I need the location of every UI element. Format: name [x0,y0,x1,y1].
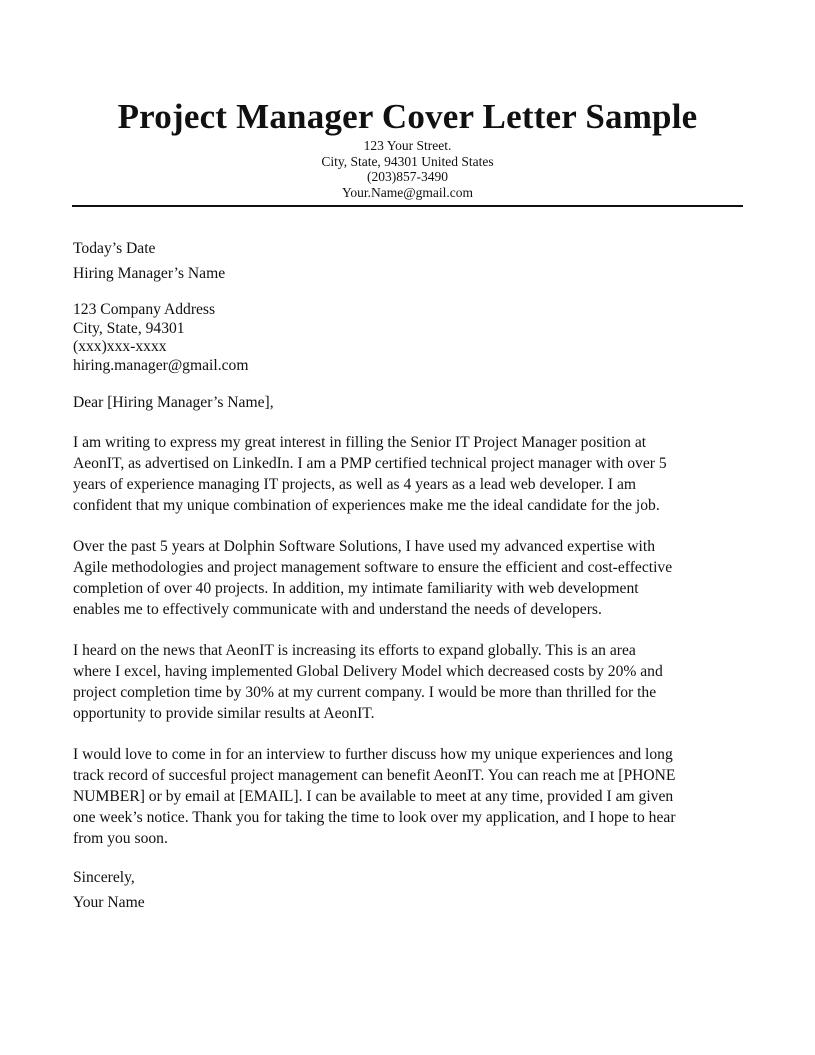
company-address: 123 Company Address [73,301,216,319]
paragraph-line: track record of succesful project management can benefit AeonIT. You can reach me at [PHONE [73,767,676,785]
paragraph-line: project completion time by 30% at my current company. I would be more than thrilled for the [73,684,657,702]
sender-email: Your.Name@gmail.com [341,184,474,200]
company-city: City, State, 94301 [73,319,185,337]
paragraph-line: one week’s notice. Thank you for taking the time to look over my application, and I hope to hear [73,809,676,827]
sender-city-line: City, State, 94301 United States [321,153,494,169]
sender-phone: (203)857-3490 [367,169,448,184]
letter-body [73,240,753,912]
signature-name: Your Name [73,893,145,911]
paragraph-2 [73,536,753,620]
paragraph-line: I am writing to express my great interest in filling the Senior IT Project Manager position at [73,434,647,452]
sender-street: 123 Your Street. [363,138,452,153]
company-email: hiring.manager@gmail.com [73,356,249,374]
closing: Sincerely, [73,869,135,887]
hiring-manager-name: Hiring Manager’s Name [73,264,226,282]
company-phone: (xxx)xxx-xxxx [73,338,167,356]
paragraph-1 [73,432,753,516]
paragraph-line: confident that my unique combination of experiences make me the ideal candidate for the job. [73,497,660,515]
paragraph-4 [73,744,753,849]
paragraph-line: opportunity to provide similar results at AeonIT. [73,705,375,723]
header-divider [72,205,743,207]
letter-header [0,96,815,200]
paragraph-line: from you soon. [73,830,168,848]
paragraph-line: years of experience managing IT projects, as well as 4 years as a lead web developer. I am [73,476,637,494]
paragraph-line: AeonIT, as advertised on LinkedIn. I am a PMP certified technical project manager with over 5 [73,455,667,473]
paragraph-line: Over the past 5 years at Dolphin Software Solutions, I have used my advanced expertise with [73,538,656,556]
paragraph-line: completion of over 40 projects. In addition, my intimate familiarity with web development [73,580,639,598]
salutation: Dear [Hiring Manager’s Name], [73,393,274,411]
paragraph-3 [73,640,753,724]
paragraph-line: NUMBER] or by email at [EMAIL]. I can be available to meet at any time, provided I am given [73,788,674,806]
paragraph-line: I would love to come in for an interview to further discuss how my unique experiences and long [73,746,673,764]
paragraph-line: I heard on the news that AeonIT is increasing its efforts to expand globally. This is an area [73,642,636,660]
paragraph-line: Agile methodologies and project management software to ensure the efficient and cost-effective [73,559,673,577]
paragraph-line: enables me to effectively communicate with and understand the needs of developers. [73,601,602,619]
paragraph-line: where I excel, having implemented Global Delivery Model which decreased costs by 20% and [73,663,663,681]
company-address-block [73,301,753,375]
letter-date: Today’s Date [73,240,156,257]
page-title: Project Manager Cover Letter Sample [117,97,698,136]
